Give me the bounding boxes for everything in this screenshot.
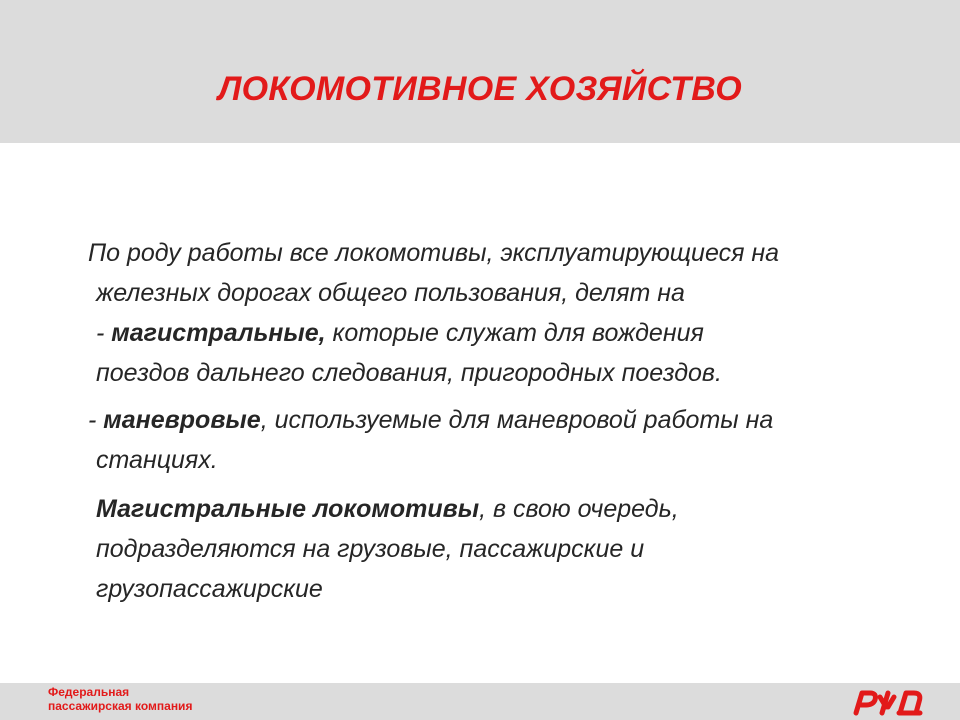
term-mainline: магистральные, <box>111 319 326 347</box>
term-shunting: маневровые <box>103 406 261 434</box>
paragraph-mainline-types <box>96 489 679 609</box>
paragraph-mainline-types-line1: , в свою очередь, <box>479 495 679 523</box>
paragraph-mainline-types-line2: подразделяются на грузовые, пассажирские и <box>96 535 645 563</box>
paragraph-intro-line1: По роду работы все локомотивы, эксплуатирующиеся на <box>88 239 780 267</box>
rzd-logo-icon <box>850 685 930 719</box>
paragraph-shunting-line2: станциях. <box>96 446 218 474</box>
paragraph-shunting-prefix: - <box>88 406 104 434</box>
paragraph-shunting <box>88 400 773 480</box>
paragraph-mainline-line2: поездов дальнего следования, пригородных поездов. <box>96 359 722 387</box>
paragraph-intro <box>88 233 779 313</box>
footer-band <box>0 683 960 720</box>
paragraph-mainline-prefix: - <box>96 319 112 347</box>
paragraph-mainline-types-line3: грузопассажирские <box>96 575 323 603</box>
paragraph-shunting-line1: , используемые для маневровой работы на <box>260 406 774 434</box>
paragraph-mainline <box>96 313 722 393</box>
company-name-line1: Федеральная <box>48 685 130 699</box>
paragraph-intro-line2: железных дорогах общего пользования, делят на <box>96 279 685 307</box>
term-mainline-locomotives: Магистральные локомотивы <box>96 495 480 523</box>
paragraph-mainline-line1: которые служат для вождения <box>325 319 704 347</box>
slide-title: ЛОКОМОТИВНОЕ ХОЗЯЙСТВО <box>217 70 743 108</box>
company-name-line2: пассажирская компания <box>48 699 193 713</box>
company-name <box>48 685 192 713</box>
